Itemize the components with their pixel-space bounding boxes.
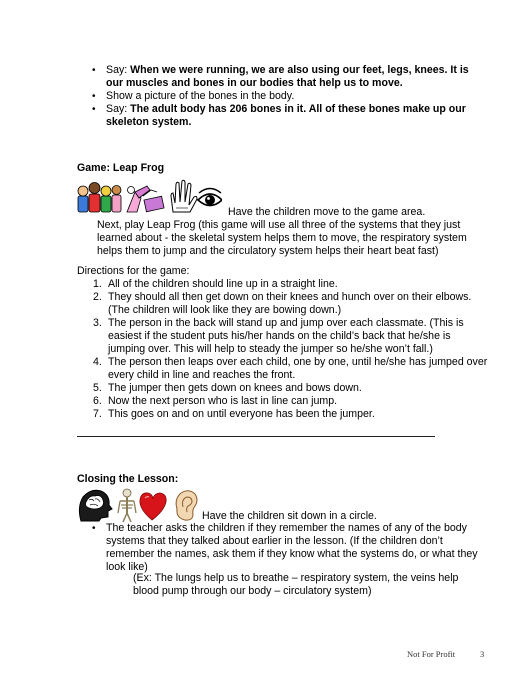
head-brain-icon	[79, 490, 112, 521]
ear-icon	[176, 491, 197, 520]
intro-bullet-2: Show a picture of the bones in the body.	[106, 90, 295, 102]
game-icon-strip	[77, 178, 222, 216]
leap-frog-play-icon	[127, 186, 164, 212]
step-number: 4.	[93, 356, 102, 368]
step-number: 7.	[93, 408, 102, 420]
game-instruction: Have the children move to the game area.	[228, 206, 426, 218]
step-4-line-2: every child in line and reaches the front.	[108, 369, 296, 381]
step-number: 3.	[93, 317, 102, 329]
closing-heading: Closing the Lesson:	[77, 473, 179, 485]
intro-bullet-3-line-1: Say: The adult body has 206 bones in it. All of these bones make up our	[106, 103, 466, 115]
step-number: 1.	[93, 278, 102, 290]
step-6-line-1: Now the next person who is last in line can jump.	[108, 395, 338, 407]
bullet-marker: •	[92, 65, 96, 76]
closing-bullet-line-4: look like)	[106, 561, 148, 573]
intro-bullet-1-line-2: our muscles and bones in our bodies that help us to move.	[106, 77, 403, 89]
game-next-line-3: helps them to jump and the circulatory system helps their heart beat fast)	[97, 245, 439, 257]
step-1-line-1: All of the children should line up in a straight line.	[108, 278, 338, 290]
example-line-1: (Ex: The lungs help us to breathe – respiratory system, the veins help	[133, 572, 459, 584]
bullet-marker: •	[92, 91, 96, 102]
step-3-line-1: The person in the back will stand up and jump over each classmate. (This is	[108, 317, 464, 329]
step-2-line-2: (The children will look like they are bowing down.)	[108, 304, 342, 316]
directions-label: Directions for the game:	[77, 265, 190, 277]
closing-bullet-line-1: The teacher asks the children if they remember the names of any of the body	[106, 522, 467, 534]
closing-icon-strip	[77, 487, 199, 523]
page-number: 3	[480, 649, 485, 659]
step-3-line-2: easiest if the student puts his/her hands on the child’s back that he/she is	[108, 330, 451, 342]
heart-icon	[140, 493, 166, 520]
skeleton-icon	[118, 489, 136, 522]
game-next-line-2: learned about - the skeletal system helps them to move, the respiratory system	[97, 232, 467, 244]
footer-note: Not For Profit	[407, 649, 456, 659]
step-4-line-1: The person then leaps over each child, one by one, until he/she has jumped over	[108, 356, 488, 368]
eye-icon	[198, 189, 222, 206]
game-next-line-1: Next, play Leap Frog (this game will use all three of the systems that they just	[97, 219, 461, 231]
closing-instruction: Have the children sit down in a circle.	[202, 510, 377, 522]
step-2-line-1: They should all then get down on their knees and hunch over on their elbows.	[108, 291, 472, 303]
step-number: 5.	[93, 382, 102, 394]
bullet-marker: •	[92, 523, 96, 534]
step-number: 2.	[93, 291, 102, 303]
game-heading: Game: Leap Frog	[77, 162, 165, 174]
step-7-line-1: This goes on and on until everyone has been the jumper.	[108, 408, 375, 420]
intro-bullet-1-line-1: Say: When we were running, we are also using our feet, legs, knees. It is	[106, 64, 469, 76]
children-group-icon	[78, 183, 121, 213]
example-line-2: blood pump through our body – circulatory system)	[133, 585, 372, 597]
step-5-line-1: The jumper then gets down on knees and bows down.	[108, 382, 362, 394]
step-3-line-3: jumping over. This will help to steady the jumper so he/she won’t fall.)	[108, 343, 433, 355]
closing-bullet-line-2: systems that they talked about earlier in the lesson. (If the children don’t	[106, 535, 443, 547]
section-divider	[77, 436, 435, 437]
hand-touch-icon	[171, 180, 197, 212]
bullet-marker: •	[92, 104, 96, 115]
closing-bullet-line-3: remember the names, ask them if they know what the systems do, or what they	[106, 548, 478, 560]
step-number: 6.	[93, 395, 102, 407]
intro-bullet-3-line-2: skeleton system.	[106, 116, 192, 128]
